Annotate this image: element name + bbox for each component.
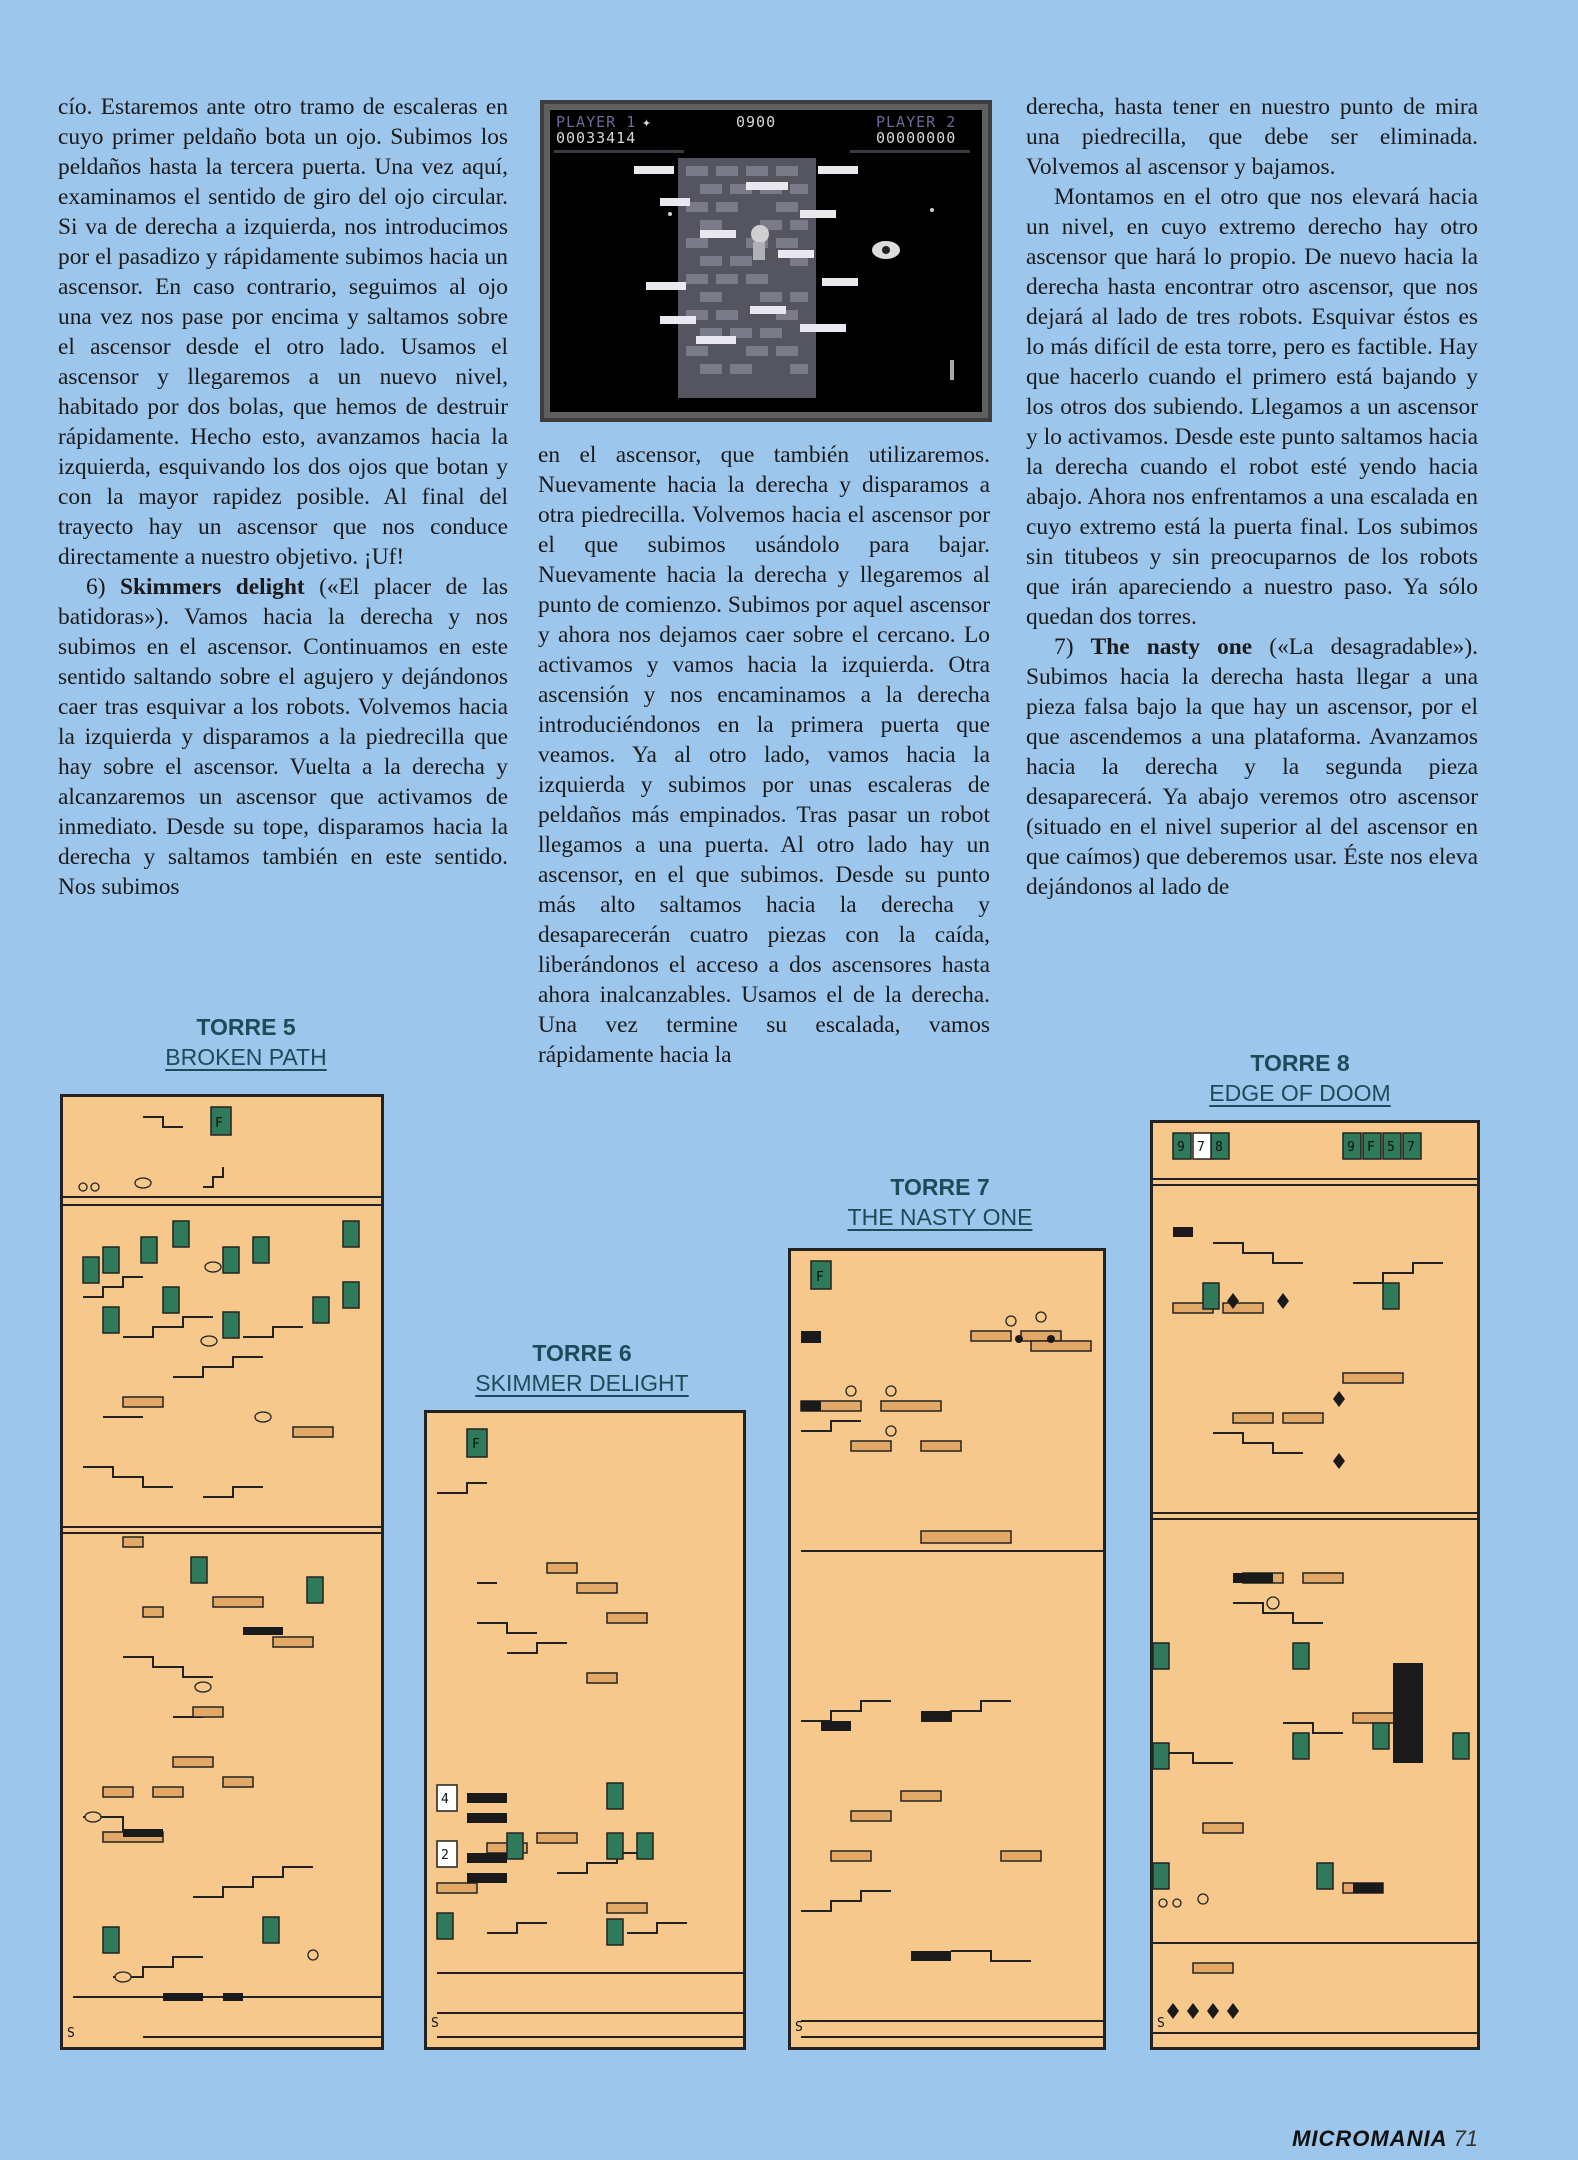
start-label: S [431, 2016, 439, 2031]
start-label: S [1157, 2016, 1165, 2031]
article-column-1 [58, 92, 508, 902]
map-torre-5 [60, 1094, 384, 2050]
article-column-3 [1026, 92, 1478, 902]
door-number: 7 [1407, 1140, 1415, 1155]
magazine-name: MICROMANIA [1292, 2126, 1448, 2151]
door-number: 4 [441, 1792, 449, 1807]
player1-life-icon: ✦ [642, 113, 653, 131]
player1-score: 00033414 [556, 129, 637, 147]
section-title: The nasty one [1090, 634, 1253, 660]
player2-score: 00000000 [876, 129, 957, 147]
map-torre-7 [788, 1248, 1106, 2050]
door-label: F [472, 1437, 480, 1452]
start-label: S [795, 2020, 803, 2035]
map-title-torre-7: TORRE 7 THE NASTY ONE [847, 1174, 1033, 1230]
section-6: 6) Skimmers delight («El placer de las batidoras»). Vamos hacia la derecha y nos subimos en el ascensor. Continuamos en este sentido saltando sobre el agujero y dejándonos caer tras esquivar a los robots. Volvemos hacia la izquierda y disparamos a la piedrecilla que hay sobre el ascensor. Vuelta a la derecha y alcanzaremos un ascensor que activamos de inmediato. Desde su tope, disparamos hacia la derecha y saltamos también en este sentido. Nos subimos [58, 574, 508, 900]
map-title-torre-5: TORRE 5 BROKEN PATH [165, 1014, 327, 1070]
paragraph: derecha, hasta tener en nuestro punto de mira una piedrecilla, que debe ser eliminada. Volvemos al ascensor y bajamos. [1026, 94, 1478, 180]
door-number: 5 [1387, 1140, 1395, 1155]
paragraph: en el ascensor, que también utilizaremos. Nuevamente hacia la derecha y disparamos a otra piedrecilla. Volvemos hacia el ascensor por el que subimos usándolo para bajar. Nuevamente hacia la derecha y llegaremos al punto de comienzo. Subimos por aquel ascensor y ahora nos dejamos caer sobre el cercano. Lo activamos y vamos hacia la izquierda. Otra ascensión y nos encaminamos a la derecha introduciéndonos en la primera puerta que veamos. Ya al otro lado, vamos hacia la izquierda y subimos por unas escaleras de peldaños más empinados. Tras pasar un robot llegamos a una puerta. Al otro lado hay un ascensor, en el que subimos. Desde su punto más alto saltamos hacia la derecha y desaparecerán cuatro piezas con la caída, liberándonos el acceso a dos ascensores hasta ahora inalcanzables. Usamos el de la derecha. Una vez termine su escalada, vamos rápidamente hacia la [538, 442, 990, 1068]
map-torre-7-drawing [791, 1251, 1103, 2047]
door-number: 9 [1177, 1140, 1185, 1155]
door-label: F [215, 1116, 223, 1131]
map-torre-6 [424, 1410, 746, 2050]
door-label: F [816, 1270, 824, 1285]
game-screenshot [540, 100, 992, 422]
page-number: 71 [1453, 2126, 1478, 2151]
page-footer [1292, 2126, 1478, 2152]
map-torre-6-drawing [427, 1413, 743, 2047]
tower-scene [550, 110, 978, 408]
paragraph: Montamos en el otro que nos elevará hacia un nivel, en cuyo extremo derecho hay otro ascensor que hará lo propio. De nuevo hacia la derecha hasta encontrar otro ascensor, que nos dejará al lado de tres robots. Esquivar éstos es lo más difícil de esta torre, pero es factible. Hay que hacerlo cuando el primero está bajando y los otros dos subiendo. Llegamos a un ascensor y lo activamos. Desde este punto saltamos hacia la derecha cuando el robot esté yendo hacia abajo. Ahora nos enfrentamos a una escalada en cuyo extremo está la puerta final. Los subimos sin titubeos y sin preocuparnos de los robots que irán apareciendo a nuestro paso. Ya sólo quedan dos torres. [1026, 184, 1478, 630]
start-label: S [67, 2026, 75, 2041]
map-title-torre-8: TORRE 8 EDGE OF DOOM [1209, 1050, 1391, 1106]
door-number: 2 [441, 1848, 449, 1863]
map-torre-5-drawing [63, 1097, 381, 2047]
article-column-2 [538, 440, 990, 1070]
game-screen [550, 110, 982, 412]
section-7: 7) The nasty one («La desagradable»). Subimos hacia la derecha hasta llegar a una pieza falsa bajo la que hay un ascensor, por el que ascendemos a una plataforma. Avanzamos hacia la derecha y la segunda pieza desaparecerá. Ya abajo veremos otro ascensor (situado en el nivel superior al del ascensor en que caímos) que deberemos usar. Éste nos eleva dejándonos al lado de [1026, 634, 1478, 900]
map-title-torre-6: TORRE 6 SKIMMER DELIGHT [475, 1340, 689, 1396]
door-number: 8 [1215, 1140, 1223, 1155]
section-title: Skimmers delight [119, 574, 305, 600]
player1-label: PLAYER 1 [556, 113, 637, 131]
door-number: 7 [1197, 1140, 1205, 1155]
paragraph: cío. Estaremos ante otro tramo de escaleras en cuyo primer peldaño bota un ojo. Subimos los peldaños hasta la tercera puerta. Una vez aquí, examinamos el sentido de giro del ojo circular. Si va de derecha a izquierda, nos introducimos por el pasadizo y rápidamente subimos hacia un ascensor. En caso contrario, seguimos al ojo una vez nos pase por encima y saltamos sobre el ascensor desde el otro lado. Usamos el ascensor y llegaremos a un nuevo nivel, habitado por dos bolas, que hemos de destruir rápidamente. Hecho esto, avanzamos hacia la izquierda, esquivando los dos ojos que botan y con la mayor rapidez posible. Al final del trayecto hay un ascensor que nos conduce directamente a nuestro objetivo. ¡Uf! [58, 94, 508, 570]
map-torre-8 [1150, 1120, 1480, 2050]
door-number: 9 [1347, 1140, 1355, 1155]
bonus-counter: 0900 [736, 113, 777, 131]
door-number: F [1367, 1140, 1375, 1155]
player2-label: PLAYER 2 [876, 113, 957, 131]
map-torre-8-drawing [1153, 1123, 1477, 2047]
